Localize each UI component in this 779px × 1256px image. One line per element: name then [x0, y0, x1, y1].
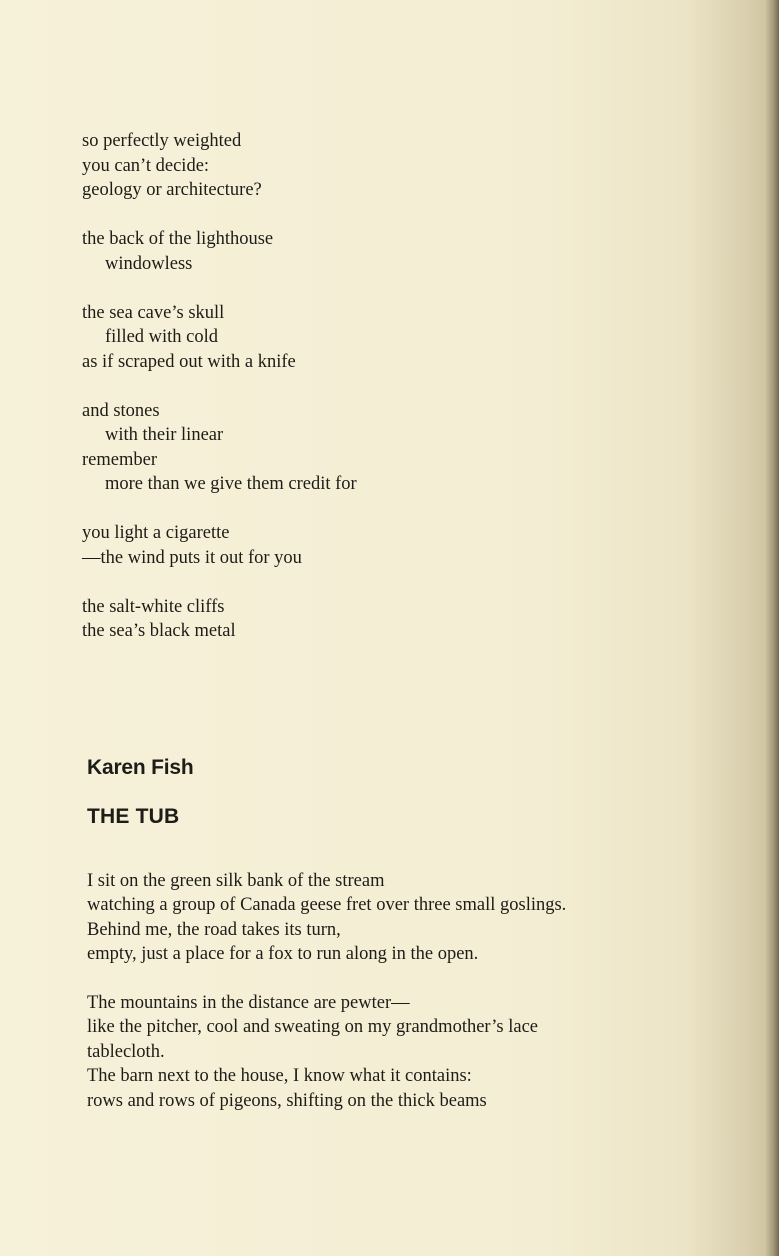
poem-line: geology or architecture?: [82, 180, 262, 200]
first-poem: [82, 129, 357, 644]
poem-title: THE TUB: [87, 805, 180, 828]
stanza-break: [82, 570, 357, 595]
poem-line: tablecloth.: [87, 1041, 165, 1062]
stanza-break: [87, 967, 566, 991]
poem-line: the back of the lighthouse: [82, 229, 274, 249]
poem-line: with their linear: [105, 425, 224, 445]
poem-line: The barn next to the house, I know what it contains:: [87, 1066, 472, 1087]
poem-line: rows and rows of pigeons, shifting on the thick beams: [87, 1090, 487, 1111]
poem-line: the sea’s black metal: [82, 621, 236, 641]
poem-line: empty, just a place for a fox to run along in the open.: [87, 944, 479, 965]
poem-line: the salt-white cliffs: [82, 596, 225, 617]
poem-line: filled with cold: [105, 327, 219, 347]
page-edge-shadow: [765, 0, 779, 1256]
poem-line: The mountains in the distance are pewter—: [87, 992, 410, 1013]
author-name: Karen Fish: [87, 756, 194, 779]
stanza-break: [82, 374, 357, 399]
poem-line: windowless: [105, 253, 193, 274]
stanza-break: [82, 276, 357, 301]
poem-line: more than we give them credit for: [105, 474, 357, 494]
poem-line: remember: [82, 449, 157, 470]
poem-line: the sea cave’s skull: [82, 302, 225, 323]
poem-line: and stones: [82, 400, 160, 421]
poem-line: you light a cigarette: [82, 523, 230, 543]
poem-line: like the pitcher, cool and sweating on my grandmother’s lace: [87, 1017, 539, 1038]
poem-line: —the wind puts it out for you: [82, 547, 302, 568]
the-tub-poem: [87, 869, 566, 1113]
poem-line: so perfectly weighted: [82, 131, 242, 151]
stanza-break: [82, 203, 357, 228]
poem-line: Behind me, the road takes its turn,: [87, 919, 341, 940]
poem-line: as if scraped out with a knife: [82, 351, 296, 372]
poem-line: I sit on the green silk bank of the stream: [87, 871, 385, 891]
stanza-break: [82, 497, 357, 522]
poem-line: watching a group of Canada geese fret over three small goslings.: [87, 895, 567, 916]
poem-line: you can’t decide:: [82, 155, 210, 176]
